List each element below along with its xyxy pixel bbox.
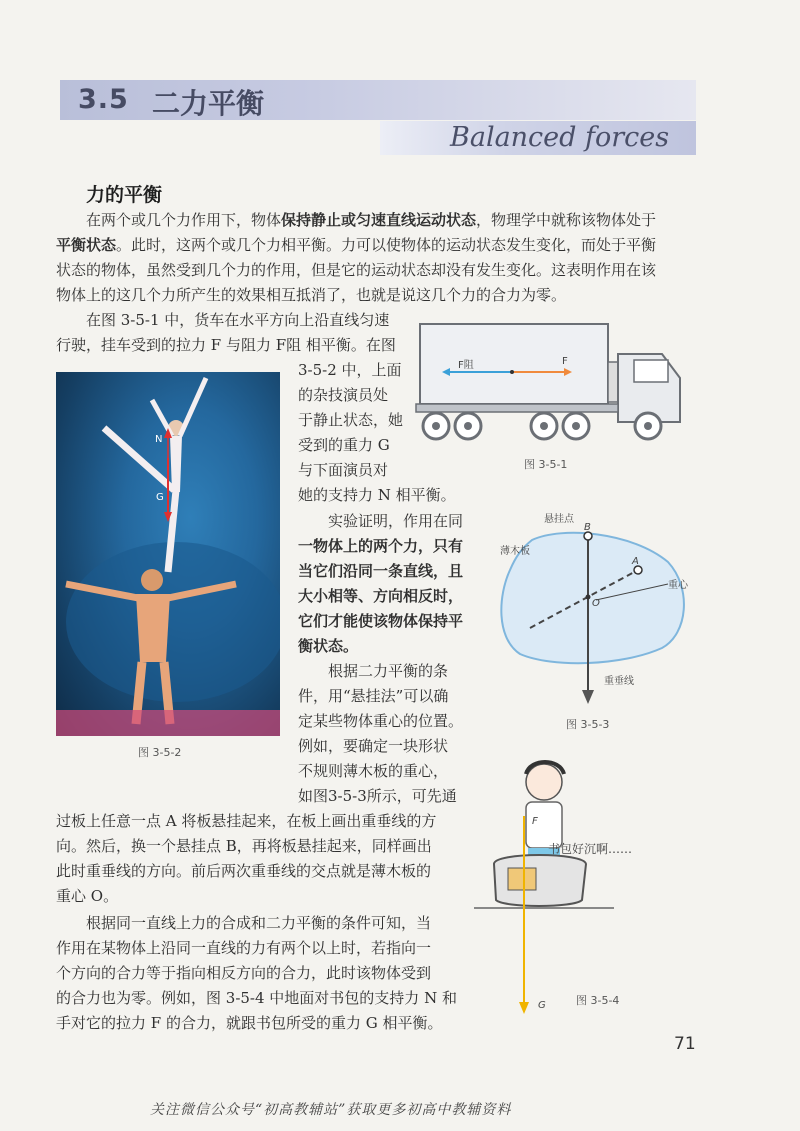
p1-bold: 平衡状态 [56,236,117,254]
page-number: 71 [674,1034,696,1054]
p1-text: 在两个或几个力作用下，物体 [86,211,282,229]
p4-line: 过板上任意一点 A 将板悬挂起来，在板上画出重垂线的方 [56,812,437,830]
point-o [586,595,591,600]
english-title: Balanced forces [450,122,670,153]
p2-line: 与下面演员对 [298,461,389,479]
p4-line: 定某些物体重心的位置。 [298,712,464,730]
p1-line-2 [56,237,656,254]
point-a [634,566,642,574]
label-o: O [592,598,600,609]
label-n: N [155,434,163,445]
speech-bubble: 书包好沉啊…… [548,842,633,856]
p3-line: 大小相等、方向相反时， [298,587,464,605]
p2-line: 行驶，挂车受到的拉力 F 与阻力 F阻 相平衡。在图 [56,336,396,354]
p2-line: 受到的重力 G [298,436,390,454]
p2-line: 于静止状态，她 [298,411,404,429]
figure-schoolbag [474,756,674,1018]
section-title: 二力平衡 [152,87,265,120]
subsection-title: 力的平衡 [86,184,163,206]
p3-line: 它们才能使该物体保持平 [298,612,464,630]
p4-line: 此时重垂线的方向。前后两次重垂线的交点就是薄木板的 [56,862,432,880]
p5-line: 手对它的拉力 F 的合力，就跟书包所受的重力 G 相平衡。 [56,1014,443,1032]
p4-line: 件，用“悬挂法”可以确 [298,687,449,705]
truck-illustration [412,322,690,450]
label-g-bag: G [538,1000,546,1011]
p5-line: 根据同一直线上力的合成和二力平衡的条件可知，当 [86,914,432,932]
caption-fig-3-5-2: 图 3-5-2 [138,746,182,759]
label-friction: F阻 [458,360,474,371]
p4-line: 不规则薄木板的重心， [298,762,449,780]
caption-fig-3-5-4: 图 3-5-4 [576,994,620,1007]
p3-line: 衡状态。 [298,637,359,655]
p2-line: 在图 3-5-1 中，货车在水平方向上沿直线匀速 [86,311,390,329]
p4-line: 根据二力平衡的条 [328,662,449,680]
p5-line: 个方向的合力等于指向相反方向的合力，此时该物体受到 [56,964,432,982]
figure-board [492,508,698,708]
trailer-box [420,324,608,404]
p3-line: 实验证明，作用在同 [328,512,464,530]
p1-text: 。此时，这两个或几个力相平衡。力可以使物体的运动状态发生变化，而处于平衡 [116,236,657,254]
label-board: 薄木板 [500,546,530,557]
p1-line-1 [86,212,656,229]
label-f: F [532,816,538,827]
p1-line-3: 状态的物体，虽然受到几个力的作用，但是它的运动状态却没有发生变化。这表明作用在该 [56,261,657,279]
p1-bold: 保持静止或匀速直线运动状态 [281,211,477,229]
label-pull: F [562,356,568,367]
caption-fig-3-5-1: 图 3-5-1 [524,458,568,471]
p2-line: 她的支持力 N 相平衡。 [298,486,456,504]
figure-acrobat-photo [56,372,280,736]
label-b: B [584,522,591,533]
figure-truck [412,322,690,450]
p4-line: 向。然后，换一个悬挂点 B，再将板悬挂起来，同样画出 [56,837,432,855]
acrobat-illustration [56,372,280,736]
p5-line: 的合力也为零。例如，图 3-5-4 中地面对书包的支持力 N 和 [56,989,457,1007]
label-hang-point: 悬挂点 [544,514,574,525]
label-plumb: 重垂线 [604,676,634,687]
footer-watermark: 关注微信公众号“初高教辅站”获取更多初高中教辅资料 [150,1102,512,1118]
p4-line: 重心 O。 [56,887,119,905]
point-b [584,532,592,540]
section-number: 3.5 [78,84,129,115]
schoolbag-illustration [474,756,674,1018]
p3-line: 一物体上的两个力，只有 [298,537,464,555]
p4-line: 例如，要确定一块形状 [298,737,449,755]
p2-line: 的杂技演员处 [298,386,389,404]
p3-line: 当它们沿同一条直线，且 [298,562,464,580]
caption-fig-3-5-3: 图 3-5-3 [566,718,610,731]
p4-line: 如图3-5-3所示，可先通 [298,787,457,805]
p1-text: ，物理学中就称该物体处于 [476,211,657,229]
p1-line-4: 物体上的这几个力所产生的效果相互抵消了，也就是说这几个力的合力为零。 [56,286,567,304]
label-a: A [632,556,639,567]
label-center: 重心 [668,580,688,591]
label-g: G [156,492,164,503]
p5-line: 作用在某物体上沿同一直线的力有两个以上时，若指向一 [56,939,432,957]
p2-line: 3-5-2 中，上面 [298,361,402,379]
